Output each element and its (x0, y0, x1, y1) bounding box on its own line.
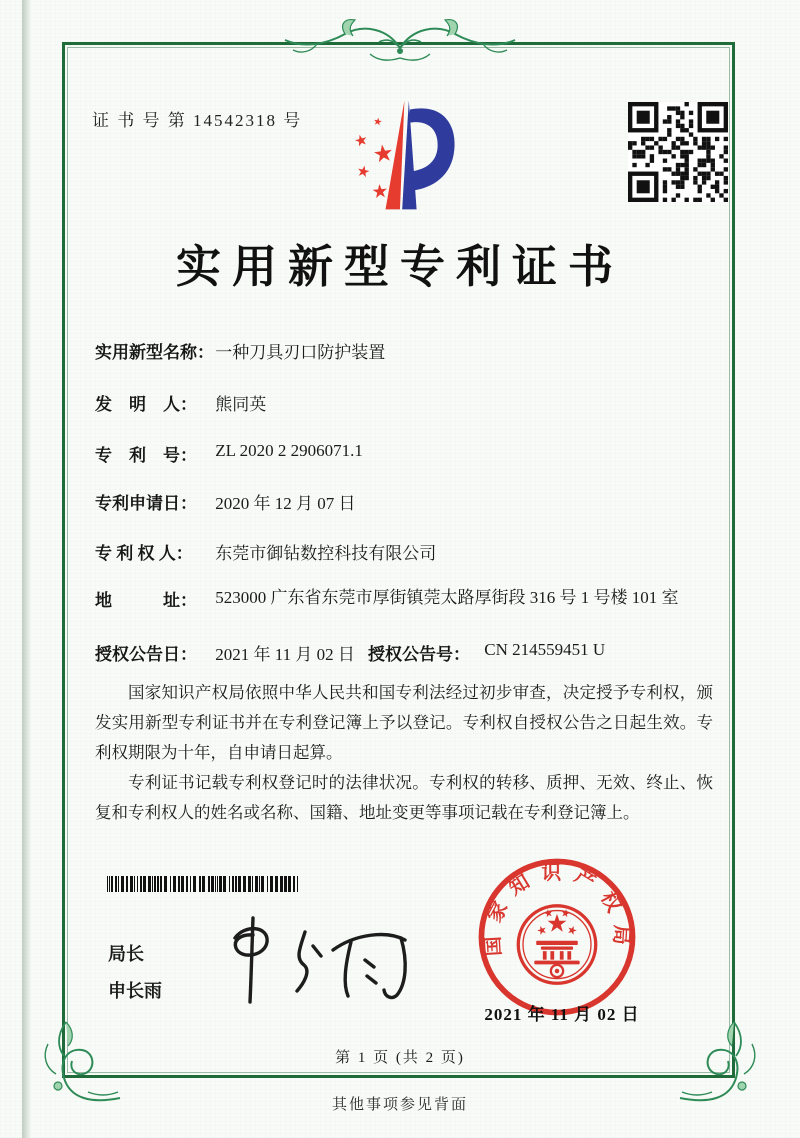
field-label: 发 明 人： (95, 395, 197, 414)
certificate-title: 实用新型专利证书 (175, 242, 624, 292)
field-row-patent-number (95, 441, 363, 466)
signer-name: 申长雨 (108, 981, 162, 1001)
president-signature-icon (205, 898, 420, 1016)
field-value: 熊同英 (215, 395, 267, 414)
field-value: CN 214559451 U (484, 640, 606, 659)
field-label: 专 利 权 人： (95, 544, 193, 563)
national-emblem-icon (518, 906, 595, 983)
legal-paragraph-1: 国家知识产权局依照中华人民共和国专利法经过初步审查，决定授予专利权，颁发实用新型专利证书并在专利登记簿上予以登记。专利权自授权公告之日起生效。专利权期限为十年，自申请日起算。 (95, 683, 713, 763)
certificate-number: 证 书 号 第 14542318 号 (92, 111, 303, 130)
border-ornament-top-icon (275, 14, 525, 72)
field-row-address (95, 586, 717, 611)
field-value: 523000 广东省东莞市厚街镇莞太路厚街段 316 号 1 号楼 101 室 (215, 588, 679, 607)
legal-paragraph-2: 专利证书记载专利权登记时的法律状况。专利权的转移、质押、无效、终止、恢复和专利权人的姓名或名称、国籍、地址变更等事项记载在专利登记簿上。 (95, 773, 713, 823)
signer-title: 局长 (108, 944, 144, 964)
field-value: 一种刀具刃口防护装置 (215, 343, 386, 362)
field-label: 专利申请日： (95, 494, 197, 513)
field-label: 授权公告号： (368, 645, 470, 664)
barcode (105, 876, 301, 892)
field-value: 2021 年 11 月 02 日 (215, 645, 355, 664)
official-seal (472, 852, 642, 1022)
field-row-inventor (95, 390, 266, 415)
qr-code (628, 102, 728, 202)
field-label: 专 利 号： (95, 446, 197, 465)
seal-arc-text: 国家知识产权局 (481, 862, 633, 957)
field-row-name (95, 338, 385, 363)
field-value: 2020 年 12 月 07 日 (215, 494, 356, 513)
field-label: 地 址： (95, 591, 197, 610)
field-row-grant (95, 640, 713, 665)
seal-date: 2021 年 11 月 02 日 (484, 1005, 640, 1024)
page-indicator: 第 1 页 (共 2 页) (335, 1050, 465, 1066)
cnipa-logo-icon (338, 94, 473, 216)
field-value: 东莞市御钻数控科技有限公司 (215, 544, 437, 563)
scan-edge-shadow (22, 0, 31, 1138)
field-label: 实用新型名称： (95, 343, 214, 362)
field-value: ZL 2020 2 2906071.1 (215, 441, 363, 460)
field-row-filing-date (95, 489, 356, 514)
field-label: 授权公告日： (95, 645, 197, 664)
back-note: 其他事项参见背面 (331, 1097, 468, 1113)
legal-text (95, 678, 713, 828)
field-row-patentee (95, 539, 436, 564)
